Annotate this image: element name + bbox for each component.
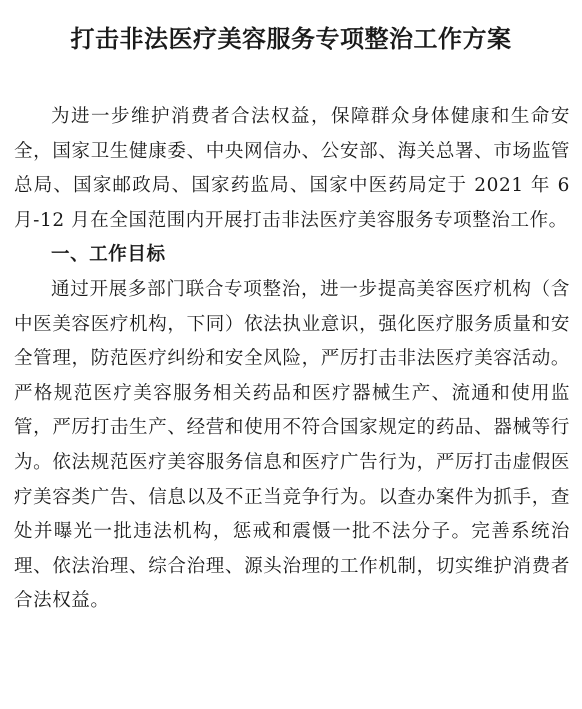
document-title: 打击非法医疗美容服务专项整治工作方案 (70, 25, 512, 53)
intro-paragraph: 为进一步维护消费者合法权益，保障群众身体健康和生命安全，国家卫生健康委、中央网信办、公安部、海关总署、市场监管总局、国家邮政局、国家药监局、国家中医药局定于 2021 年 6 月-12 月在全国范围内开展打击非法医疗美容服务专项整治工作。 (14, 106, 570, 231)
document-body (14, 100, 570, 619)
section-heading-goals: 一、工作目标 (51, 244, 166, 266)
goals-paragraph: 通过开展多部门联合专项整治，进一步提高美容医疗机构（含中医美容医疗机构，下同）依法执业意识，强化医疗服务质量和安全管理，防范医疗纠纷和安全风险，严厉打击非法医疗美容活动。严格规范医疗美容服务相关药品和医疗器械生产、流通和使用监管，严厉打击生产、经营和使用不符合国家规定的药品、器械等行为。依法规范医疗美容服务信息和医疗广告行为，严厉打击虚假医疗美容类广告、信息以及不正当竞争行为。以查办案件为抓手，查处并曝光一批违法机构，惩戒和震慑一批不法分子。完善系统治理、依法治理、综合治理、源头治理的工作机制，切实维护消费者合法权益。 (14, 278, 570, 612)
